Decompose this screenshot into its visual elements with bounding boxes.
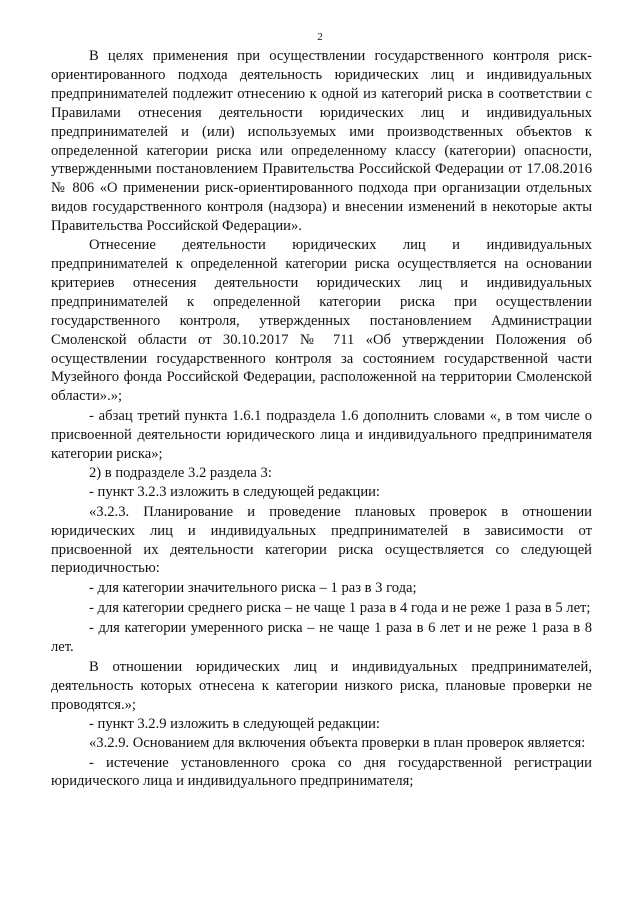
page-number: 2 [317, 31, 323, 43]
paragraph-item-3-2-3: «3.2.3. Планирование и проведение плановых проверок в отношении юридических лиц и индивидуальных предпринимателей в зависимости от присвоенной их деятельности категории риска осуществляется со следующей периодичностью: [51, 503, 592, 577]
list-item-medium-risk: - для категории среднего риска – не чаще 1 раза в 4 года и не реже 1 раза в 5 лет; [89, 600, 591, 617]
paragraph-low-risk: В отношении юридических лиц и индивидуальных предпринимателей, деятельность которых отнесена к категории низкого риска, плановые проверки не проводятся.»; [51, 659, 592, 713]
list-item-significant-risk: - для категории значительного риска – 1 раз в 3 года; [89, 580, 417, 597]
paragraph-risk-approach: В целях применения при осуществлении государственного контроля риск-ориентированного подхода деятельность юридических лиц и индивидуальных предпринимателей подлежит отнесению к одной из категорий риска в соответствии с Правилами отнесения деятельности юридических лиц и индивидуальных предпринимателей и (или) используемых ими производственных объектов к определенной категории риска или определенному классу (категории) опасности, утвержденными постановлением Правительства Российской Федерации от 17.08.2016 № 806 «О применении риск-ориентированного подхода при организации отдельных видов государственного контроля (надзора) и внесении изменений в некоторые акты Правительства Российской Федерации». [51, 48, 592, 235]
paragraph-item-3-2-9: «3.2.9. Основанием для включения объекта проверки в план проверок является: [89, 734, 586, 751]
list-item-moderate-risk: - для категории умеренного риска – не чаще 1 раза в 6 лет и не реже 1 раза в 8 лет. [51, 620, 592, 656]
paragraph-amend-1-6-1: - абзац третий пункта 1.6.1 подраздела 1.6 дополнить словами «, в том числе о присвоенной деятельности юридического лица и индивидуального предпринимателя категории риска»; [51, 408, 592, 463]
list-item-registration-term: - истечение установленного срока со дня государственной регистрации юридического лица и индивидуального предпринимателя; [51, 754, 592, 790]
paragraph-item-3-2-9-intro: - пункт 3.2.9 изложить в следующей редакции: [89, 715, 380, 732]
document-body [51, 47, 592, 791]
paragraph-risk-assignment: Отнесение деятельности юридических лиц и индивидуальных предпринимателей к определенной категории риска осуществляется на основании критериев отнесения деятельности юридических лиц и индивидуальных предпринимателей к определенной категории риска при осуществлении государственного контроля, утвержденных постановлением Администрации Смоленской области от 30.10.2017 № 711 «Об утверждении Положения об осуществлении государственного контроля за состоянием государственной части Музейного фонда Российской Федерации, расположенной на территории Смоленской области».»; [51, 237, 592, 405]
paragraph-item-3-2-3-intro: - пункт 3.2.3 изложить в следующей редакции: [89, 483, 380, 500]
paragraph-subsection-3-2: 2) в подразделе 3.2 раздела 3: [89, 464, 272, 481]
